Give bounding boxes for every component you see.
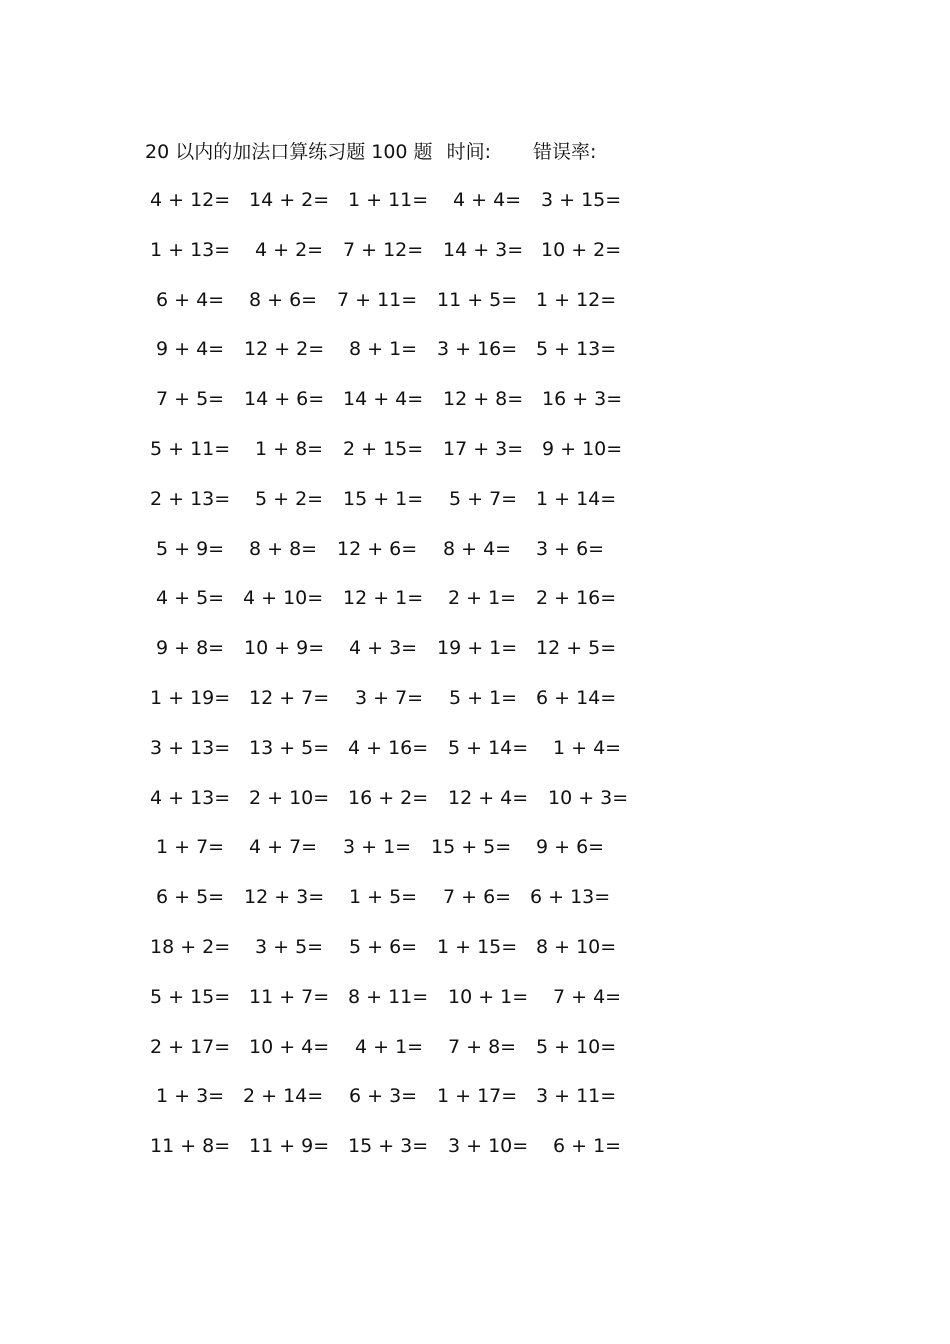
addition-problem: 14 + 6=: [244, 388, 325, 411]
addition-problem: 3 + 13=: [150, 736, 231, 759]
addition-problem: 1 + 13=: [150, 238, 231, 261]
addition-problem: 17 + 3=: [443, 438, 524, 460]
addition-problem: 10 + 3=: [548, 786, 629, 809]
addition-problem: 8 + 8=: [249, 537, 318, 560]
addition-problem: 4 + 13=: [150, 786, 231, 809]
addition-problem: 1 + 3=: [156, 1085, 225, 1108]
addition-problem: 9 + 8=: [156, 637, 225, 660]
addition-problem: 1 + 12=: [536, 288, 617, 311]
addition-problem: 8 + 1=: [349, 338, 418, 361]
addition-problem: 3 + 15=: [541, 189, 622, 211]
addition-problem: 1 + 7=: [156, 836, 225, 859]
addition-problem: 2 + 15=: [343, 438, 424, 460]
addition-problem: 12 + 4=: [448, 786, 529, 809]
addition-problem: 1 + 5=: [349, 886, 418, 909]
addition-problem: 7 + 8=: [448, 1035, 517, 1058]
addition-problem: 7 + 6=: [443, 886, 512, 909]
problem-row: [0, 583, 950, 613]
addition-problem: 10 + 2=: [541, 238, 622, 261]
addition-problem: 5 + 10=: [536, 1035, 617, 1058]
addition-problem: 11 + 8=: [150, 1135, 231, 1158]
addition-problem: 6 + 13=: [530, 886, 611, 909]
addition-problem: 3 + 1=: [343, 836, 412, 859]
addition-problem: 6 + 4=: [156, 288, 225, 311]
problem-row: [0, 484, 950, 514]
addition-problem: 14 + 4=: [343, 388, 424, 411]
addition-problem: 14 + 2=: [249, 189, 330, 211]
time-label: 时间:: [446, 141, 491, 163]
addition-problem: 10 + 1=: [448, 985, 529, 1008]
problem-row: [0, 1081, 950, 1111]
addition-problem: 7 + 12=: [343, 238, 424, 261]
problem-row: [0, 384, 950, 414]
addition-problem: 5 + 14=: [448, 736, 529, 759]
addition-problem: 1 + 19=: [150, 687, 231, 709]
addition-problem: 5 + 13=: [536, 338, 617, 361]
addition-problem: 5 + 7=: [449, 487, 518, 510]
addition-problem: 7 + 11=: [337, 288, 418, 311]
problem-row: [0, 1032, 950, 1062]
addition-problem: 5 + 1=: [449, 687, 518, 709]
addition-problem: 2 + 17=: [150, 1035, 231, 1058]
addition-problem: 9 + 10=: [542, 438, 623, 460]
addition-problem: 8 + 4=: [443, 537, 512, 560]
addition-problem: 15 + 3=: [348, 1135, 429, 1158]
addition-problem: 4 + 3=: [349, 637, 418, 660]
addition-problem: 1 + 17=: [437, 1085, 518, 1108]
addition-problem: 1 + 15=: [437, 936, 518, 958]
addition-problem: 12 + 3=: [244, 886, 325, 909]
addition-problem: 1 + 8=: [255, 438, 324, 460]
addition-problem: 1 + 11=: [348, 189, 429, 211]
addition-problem: 4 + 7=: [249, 836, 318, 859]
problem-row: [0, 683, 950, 713]
problem-row: [0, 982, 950, 1012]
addition-problem: 6 + 1=: [553, 1135, 622, 1158]
addition-problem: 15 + 5=: [431, 836, 512, 859]
addition-problem: 2 + 10=: [249, 786, 330, 809]
problem-row: [0, 334, 950, 364]
addition-problem: 8 + 10=: [536, 936, 617, 958]
addition-problem: 1 + 4=: [553, 736, 622, 759]
addition-problem: 11 + 7=: [249, 985, 330, 1008]
addition-problem: 2 + 1=: [448, 587, 517, 610]
addition-problem: 13 + 5=: [249, 736, 330, 759]
problem-row: [0, 235, 950, 265]
addition-problem: 4 + 12=: [150, 189, 231, 211]
addition-problem: 5 + 9=: [156, 537, 225, 560]
addition-problem: 4 + 4=: [453, 189, 522, 211]
addition-problem: 3 + 5=: [255, 936, 324, 958]
addition-problem: 4 + 16=: [348, 736, 429, 759]
addition-problem: 11 + 9=: [249, 1135, 330, 1158]
addition-problem: 12 + 8=: [443, 388, 524, 411]
addition-problem: 5 + 2=: [255, 487, 324, 510]
addition-problem: 5 + 6=: [349, 936, 418, 958]
addition-problem: 6 + 14=: [536, 687, 617, 709]
addition-problem: 4 + 10=: [243, 587, 324, 610]
addition-problem: 14 + 3=: [443, 238, 524, 261]
addition-problem: 5 + 15=: [150, 985, 231, 1008]
problem-row: [0, 285, 950, 315]
addition-problem: 12 + 1=: [343, 587, 424, 610]
problem-row: [0, 633, 950, 663]
addition-problem: 8 + 6=: [249, 288, 318, 311]
addition-problem: 8 + 11=: [348, 985, 429, 1008]
problem-row: [0, 882, 950, 912]
addition-problem: 3 + 10=: [448, 1135, 529, 1158]
addition-problem: 12 + 6=: [337, 537, 418, 560]
addition-problem: 10 + 4=: [249, 1035, 330, 1058]
addition-problem: 19 + 1=: [437, 637, 518, 660]
addition-problem: 5 + 11=: [150, 438, 231, 460]
addition-problem: 9 + 6=: [536, 836, 605, 859]
addition-problem: 11 + 5=: [437, 288, 518, 311]
problem-row: [0, 434, 950, 464]
addition-problem: 6 + 3=: [349, 1085, 418, 1108]
addition-problem: 4 + 2=: [255, 238, 324, 261]
addition-problem: 2 + 13=: [150, 487, 231, 510]
addition-problem: 16 + 3=: [542, 388, 623, 411]
addition-problem: 6 + 5=: [156, 886, 225, 909]
addition-problem: 3 + 7=: [355, 687, 424, 709]
problem-row: [0, 1131, 950, 1161]
addition-problem: 3 + 6=: [536, 537, 605, 560]
addition-problem: 2 + 16=: [536, 587, 617, 610]
addition-problem: 12 + 2=: [244, 338, 325, 361]
addition-problem: 1 + 14=: [536, 487, 617, 510]
addition-problem: 2 + 14=: [243, 1085, 324, 1108]
worksheet-title: 20 以内的加法口算练习题 100 题: [145, 141, 433, 163]
error-rate-label: 错误率:: [532, 141, 597, 163]
problem-row: [0, 185, 950, 215]
problem-row: [0, 932, 950, 962]
addition-problem: 3 + 11=: [536, 1085, 617, 1108]
problem-row: [0, 534, 950, 564]
addition-problem: 15 + 1=: [343, 487, 424, 510]
addition-problem: 3 + 16=: [437, 338, 518, 361]
addition-problem: 12 + 5=: [536, 637, 617, 660]
addition-problem: 7 + 4=: [553, 985, 622, 1008]
addition-problem: 18 + 2=: [150, 936, 231, 958]
addition-problem: 10 + 9=: [244, 637, 325, 660]
addition-problem: 4 + 5=: [156, 587, 225, 610]
addition-problem: 9 + 4=: [156, 338, 225, 361]
problem-row: [0, 832, 950, 862]
addition-problem: 16 + 2=: [348, 786, 429, 809]
addition-problem: 7 + 5=: [156, 388, 225, 411]
addition-problem: 4 + 1=: [355, 1035, 424, 1058]
problem-row: [0, 783, 950, 813]
addition-problem: 12 + 7=: [249, 687, 330, 709]
problem-row: [0, 733, 950, 763]
